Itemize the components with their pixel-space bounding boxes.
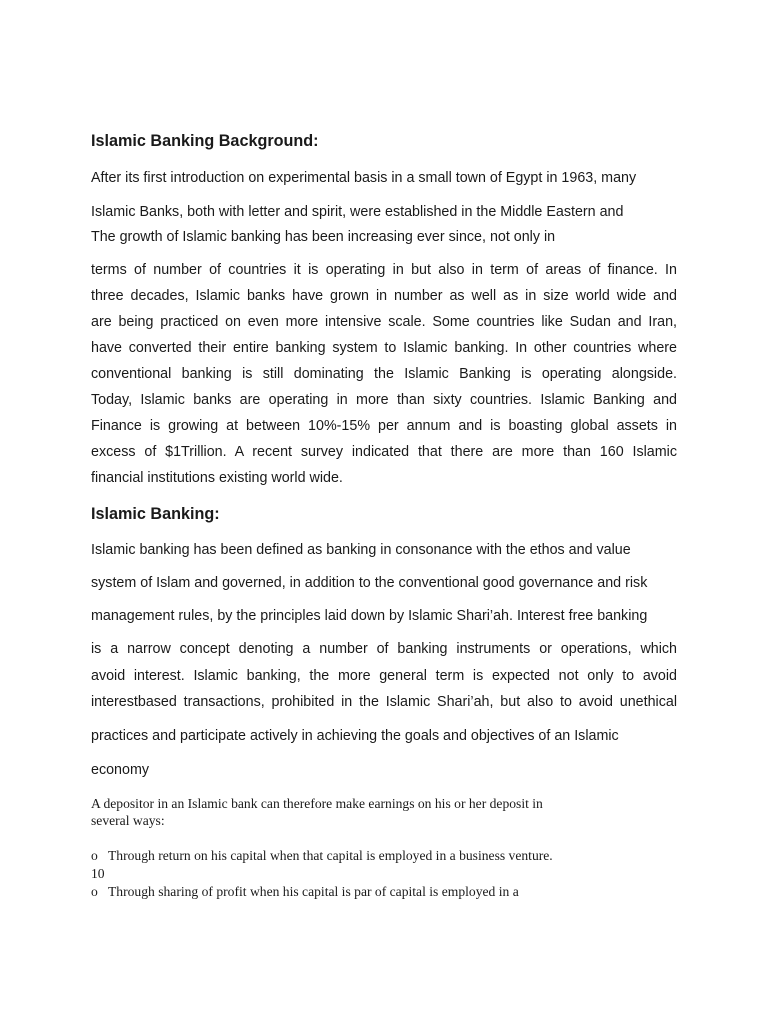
paragraph-line: are being practiced on even more intensive scale. Some countries like Sudan and Iran,	[91, 314, 677, 330]
intro-line: The growth of Islamic banking has been increasing ever since, not only in	[91, 229, 556, 245]
paragraph-line: financial institutions existing world wide.	[91, 470, 343, 486]
paragraph-line: management rules, by the principles laid down by Islamic Shari’ah. Interest free banking	[91, 608, 648, 624]
paragraph-line: economy	[91, 762, 150, 778]
bullet-item	[91, 884, 519, 900]
paragraph-line: Today, Islamic banks are operating in more than sixty countries. Islamic Banking and	[91, 392, 677, 408]
paragraph-line: system of Islam and governed, in addition to the conventional good governance and risk	[91, 575, 648, 591]
bullet-marker: o	[91, 848, 98, 863]
bullet-text: Through return on his capital when that capital is employed in a business venture.	[108, 848, 553, 863]
heading-islamic-banking: Islamic Banking:	[91, 505, 220, 523]
paragraph-line: three decades, Islamic banks have grown in number as well as in size world wide and	[91, 288, 677, 304]
paragraph-line: Finance is growing at between 10%-15% per annum and is boasting global assets in	[91, 418, 677, 434]
paragraph-line: practices and participate actively in achieving the goals and objectives of an Islamic	[91, 728, 619, 744]
bullet-item	[91, 848, 553, 864]
paragraph-line: conventional banking is still dominating the Islamic Banking is operating alongside.	[91, 366, 677, 382]
bullet-marker: o	[91, 884, 98, 899]
paragraph-line: excess of $1Trillion. A recent survey indicated that there are more than 160 Islamic	[91, 444, 677, 460]
paragraph-line: A depositor in an Islamic bank can therefore make earnings on his or her deposit in	[91, 796, 543, 811]
bullet-text: Through sharing of profit when his capital is par of capital is employed in a	[108, 884, 519, 899]
paragraph-line: avoid interest. Islamic banking, the more general term is expected not only to avoid	[91, 668, 677, 684]
intro-line: Islamic Banks, both with letter and spirit, were established in the Middle Eastern and	[91, 204, 624, 220]
page-number: 10	[91, 866, 105, 881]
paragraph-line: several ways:	[91, 813, 165, 828]
paragraph-line: terms of number of countries it is operating in but also in term of areas of finance. In	[91, 262, 677, 278]
paragraph-line: interestbased transactions, prohibited in the Islamic Shari’ah, but also to avoid unethical	[91, 694, 677, 710]
intro-line: After its first introduction on experimental basis in a small town of Egypt in 1963, many	[91, 170, 637, 186]
paragraph-line: Islamic banking has been defined as banking in consonance with the ethos and value	[91, 542, 631, 558]
heading-background: Islamic Banking Background:	[91, 132, 319, 150]
paragraph-line: have converted their entire banking system to Islamic banking. In other countries where	[91, 340, 677, 356]
paragraph-line: is a narrow concept denoting a number of banking instruments or operations, which	[91, 641, 677, 657]
